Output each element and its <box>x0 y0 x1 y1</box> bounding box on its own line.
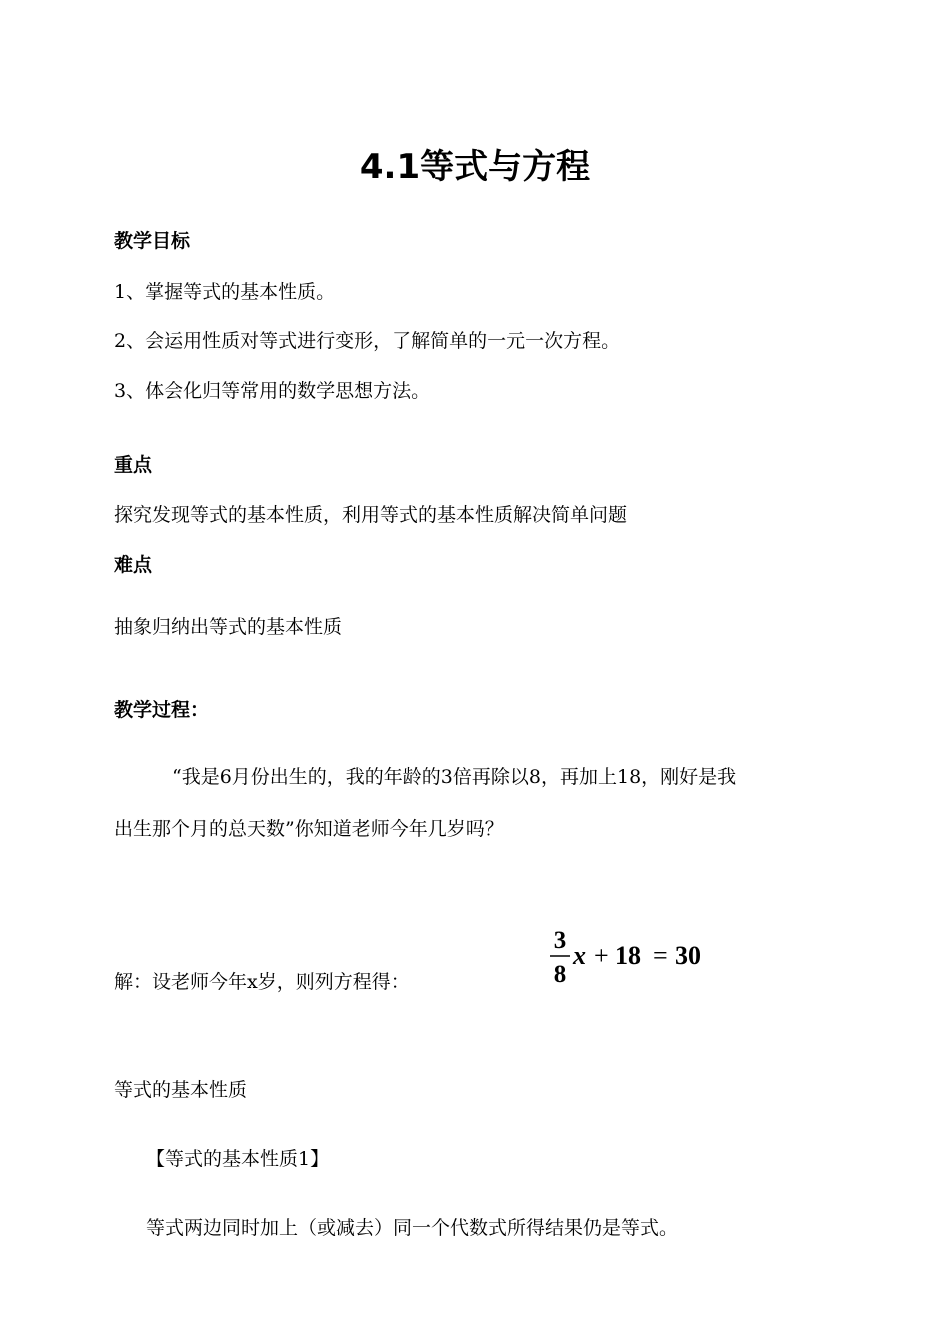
problem-text-line-1: “我是6月份出生的，我的年龄的3倍再除以8，再加上18，刚好是我 <box>172 766 737 788</box>
equation-result: 30 <box>675 941 701 970</box>
equation-equals: = <box>653 941 668 970</box>
equation-variable: x <box>573 941 586 970</box>
process-heading: 教学过程： <box>114 699 210 721</box>
property-1-text: 等式两边同时加上（或减去）同一个代数式所得结果仍是等式。 <box>146 1217 679 1239</box>
equation-numerator: 3 <box>553 927 567 954</box>
difficulty-heading: 难点 <box>114 554 153 576</box>
objective-item-2: 2、会运用性质对等式进行变形，了解简单的一元一次方程。 <box>114 330 621 352</box>
problem-text-line-2: 出生那个月的总天数”你知道老师今年几岁吗？ <box>114 818 504 840</box>
difficulty-text: 抽象归纳出等式的基本性质 <box>114 616 343 638</box>
equation-denominator: 8 <box>553 961 567 988</box>
objectives-heading: 教学目标 <box>114 230 191 252</box>
property-1-title: 【等式的基本性质1】 <box>146 1148 330 1170</box>
page-title: 4.1等式与方程 <box>359 147 591 187</box>
equation-term: 18 <box>615 941 641 970</box>
properties-heading: 等式的基本性质 <box>114 1079 248 1101</box>
equation <box>549 926 719 990</box>
objective-item-1: 1、掌握等式的基本性质。 <box>114 281 336 303</box>
equation-plus: + <box>594 941 609 970</box>
key-point-text: 探究发现等式的基本性质，利用等式的基本性质解决简单问题 <box>114 504 628 526</box>
objective-item-3: 3、体会化归等常用的数学思想方法。 <box>114 380 431 402</box>
key-point-heading: 重点 <box>114 454 153 476</box>
solution-text: 解：设老师今年x岁，则列方程得： <box>114 971 410 993</box>
